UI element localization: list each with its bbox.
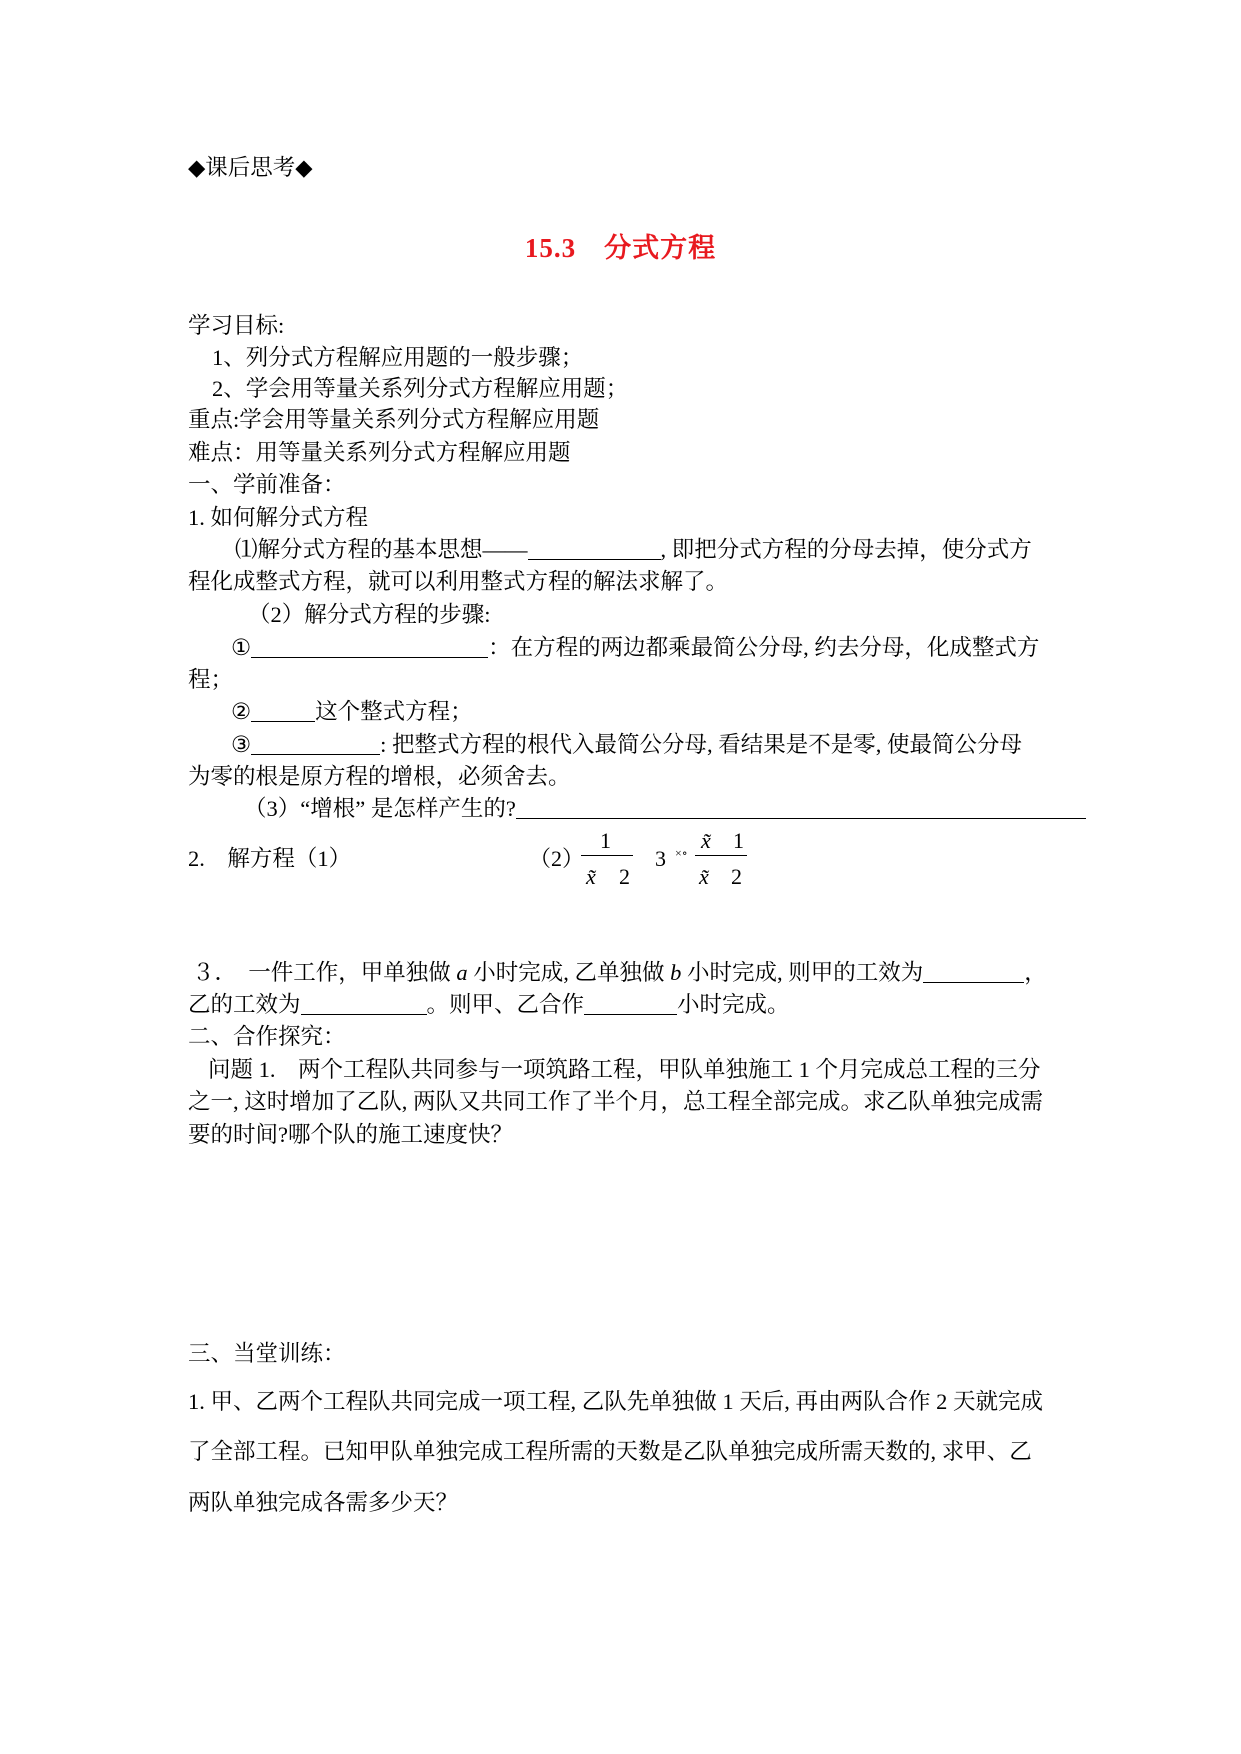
extraneous-root-question: [244, 796, 1086, 822]
objective-item: 1、列分式方程解应用题的一般步骤；: [212, 345, 584, 370]
equation-operator-symbol: ×∘: [675, 846, 688, 860]
answer-blank: [251, 734, 380, 755]
section-heading-practice: 三、当堂训练：: [188, 1341, 346, 1366]
question-text: 小时完成。: [677, 992, 790, 1017]
question-2-label: 2. 解方程（1）: [188, 846, 352, 871]
step-1-continuation: 程；: [188, 667, 234, 692]
fraction-1-denominator-variable: x̃: [586, 864, 596, 889]
variable-a: a: [456, 960, 468, 985]
step-marker: ①: [231, 635, 252, 660]
question-1a-continuation: 程化成整式方程，就可以利用整式方程的解法求解了。: [188, 569, 729, 594]
practice-problem-line: 两队单独完成各需多少天？: [188, 1490, 459, 1515]
step-3-line: [231, 732, 1022, 758]
problem-1-line: 问题 1. 两个工程队共同参与一项筑路工程，甲队单独施工 1 个月完成总工程的三分: [208, 1057, 1041, 1082]
objectives-heading: 学习目标:: [188, 313, 285, 338]
answer-blank: [528, 539, 661, 560]
step-text: 这个整式方程；: [315, 699, 473, 724]
answer-blank: [301, 994, 427, 1015]
practice-problem-line: 了全部工程。已知甲队单独完成工程所需的天数是乙队单独完成所需天数的, 求甲、乙: [188, 1439, 1032, 1464]
answer-blank: [516, 798, 1086, 819]
difficulty-point: 难点：用等量关系列分式方程解应用题: [188, 440, 571, 465]
fraction-2-numerator-variable: x̃: [701, 828, 711, 853]
problem-1-line: 之一, 这时增加了乙队, 两队又共同工作了半个月，总工程全部完成。求乙队单独完成需: [188, 1089, 1044, 1114]
steps-heading: （2）解分式方程的步骤:: [248, 602, 491, 627]
section-tag: ◆课后思考◆: [188, 155, 313, 180]
section-heading-prep: 一、学前准备：: [188, 472, 346, 497]
fraction-2-denominator-variable: x̃: [699, 864, 709, 889]
practice-problem-line: 1. 甲、乙两个工程队共同完成一项工程, 乙队先单独做 1 天后, 再由两队合作 2 天就完成: [188, 1389, 1044, 1414]
fraction-1-denominator-constant: 2: [619, 864, 630, 889]
question-text: （3）“增根” 是怎样产生的?: [244, 796, 516, 821]
step-marker: ②: [231, 699, 252, 724]
objective-item: 2、学会用等量关系列分式方程解应用题；: [212, 376, 629, 401]
step-2-line: [231, 699, 473, 725]
question-3-line-2: [188, 992, 790, 1018]
variable-b: b: [670, 960, 682, 985]
focus-point: 重点:学会用等量关系列分式方程解应用题: [188, 407, 600, 432]
page-title: 15.3 分式方程: [524, 233, 717, 263]
question-3-line-1: [192, 960, 1047, 986]
step-marker: ③: [231, 732, 252, 757]
fraction-2-bar: [695, 855, 747, 856]
question-text: 乙的工效为: [188, 992, 301, 1017]
question-2-part2-label: （2）: [529, 846, 585, 871]
answer-blank: [251, 701, 315, 722]
question-text: 小时完成, 则甲的工效为: [681, 960, 924, 985]
answer-blank: [251, 637, 488, 658]
equation-coefficient: 3: [655, 846, 666, 871]
fraction-1-bar: [581, 855, 633, 856]
question-1-title: 1. 如何解分式方程: [188, 505, 369, 530]
question-1a-line: [235, 537, 1032, 563]
step-1-line: [231, 635, 1039, 661]
question-text: ，: [1024, 960, 1047, 985]
question-text: ３． 一件工作，甲单独做: [192, 960, 457, 985]
question-text: 小时完成, 乙单独做: [467, 960, 671, 985]
fraction-2-denominator-constant: 2: [731, 864, 742, 889]
step-text: ：在方程的两边都乘最简公分母, 约去分母，化成整式方: [488, 635, 1040, 660]
question-text: 。则甲、乙合作: [426, 992, 585, 1017]
step-3-continuation: 为零的根是原方程的增根，必须舍去。: [188, 764, 571, 789]
section-heading-cooperate: 二、合作探究：: [188, 1024, 346, 1049]
answer-blank: [584, 994, 677, 1015]
fraction-2-numerator-constant: 1: [733, 828, 744, 853]
answer-blank: [923, 962, 1024, 983]
fraction-1-numerator: 1: [600, 828, 611, 853]
question-text: ⑴解分式方程的基本思想——: [235, 537, 528, 562]
step-text: : 把整式方程的根代入最简公分母, 看结果是不是零, 使最简公分母: [380, 732, 1023, 757]
problem-1-line: 要的时间?哪个队的施工速度快？: [188, 1122, 513, 1147]
question-text: , 即把分式方程的分母去掉，使分式方: [660, 537, 1032, 562]
